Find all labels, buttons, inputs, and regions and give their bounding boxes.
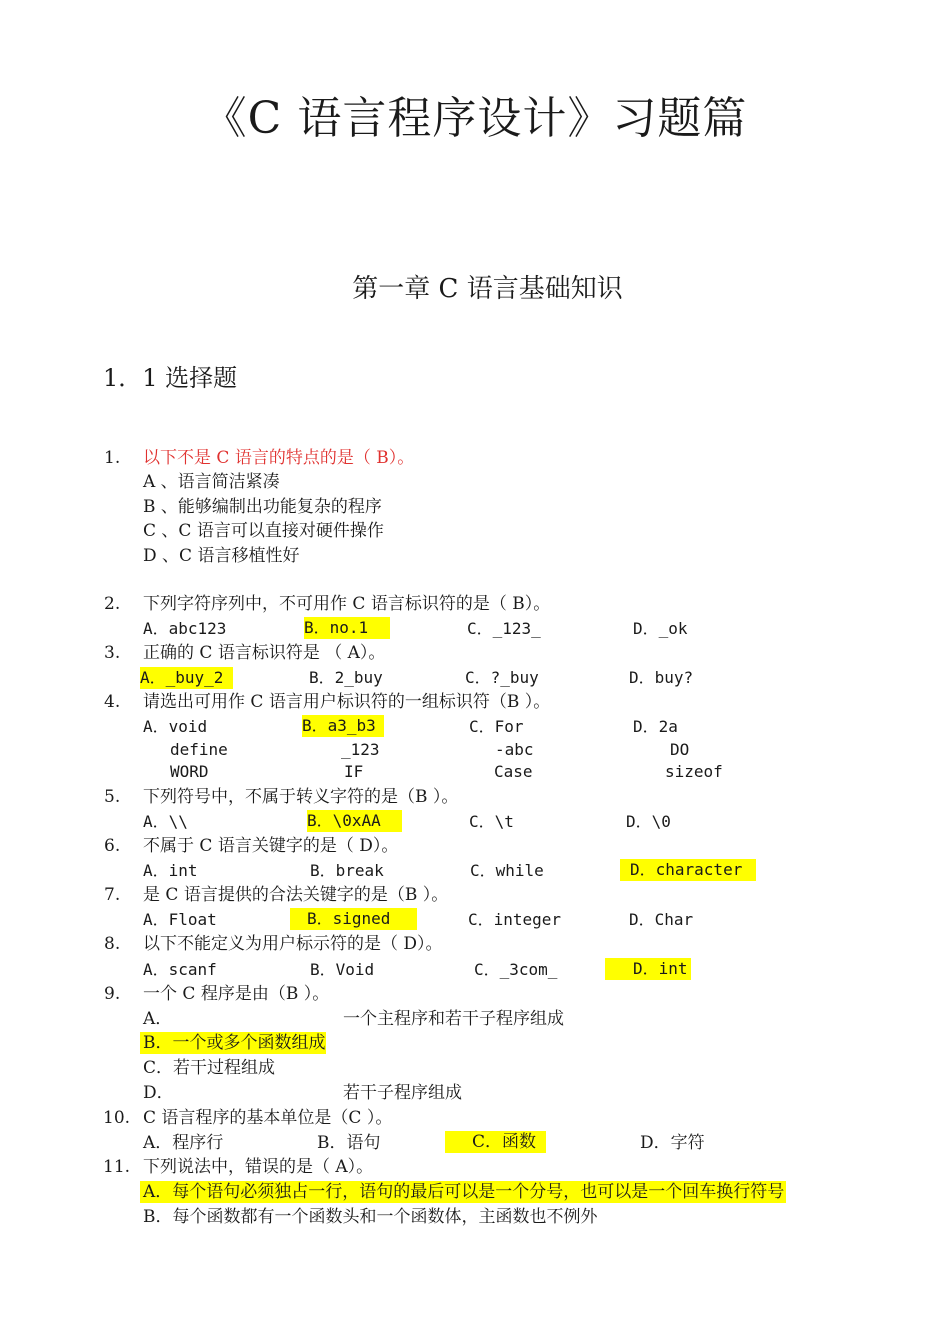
question-1-number: 1. [104,448,121,468]
question-4-option-b-line3: IF [344,762,364,781]
question-9-option-a-label: A． [143,1009,173,1029]
question-2-number: 2. [104,594,121,614]
question-6-option-d: D．character [620,859,756,881]
question-9-option-a-text: 一个主程序和若干子程序组成 [343,1009,564,1029]
question-11-option-a: A．每个语句必须独占一行，语句的最后可以是一个分号，也可以是一个回车换行符号 [140,1181,786,1203]
question-7-text: 是 C 语言提供的合法关键字的是（B ）。 [143,885,449,905]
question-1-text: 以下不是 C 语言的特点的是（ B）。 [143,448,415,468]
question-9-option-d-label: D． [143,1083,174,1103]
question-11-option-b: B．每个函数都有一个函数头和一个函数体，主函数也不例外 [143,1207,598,1227]
question-6-number: 6. [104,836,121,856]
question-4-option-c: C．For [469,717,524,736]
question-3-option-a: A．_buy_2 [140,667,233,689]
chapter-heading: 第一章 C 语言基础知识 [352,274,623,304]
question-4-option-b: B．a3_b3 [302,715,384,737]
question-2-text: 下列字符序列中，不可用作 C 语言标识符的是（ B）。 [143,594,551,614]
question-8-number: 8. [104,934,121,954]
question-4-option-d-line3: sizeof [665,762,723,781]
question-10-option-c: C．函数 [445,1131,546,1153]
question-8-option-c: C．_3com_ [474,960,558,979]
question-4-text: 请选出可用作 C 语言用户标识符的一组标识符（B ）。 [143,692,551,712]
question-9-text: 一个 C 程序是由（B ）。 [143,984,330,1004]
question-3-option-d: D．buy? [629,668,694,687]
question-3-number: 3. [104,643,121,663]
question-5-option-a: A．\\ [143,812,188,831]
question-2-option-d: D．_ok [633,619,688,638]
question-1-option-c: C 、C 语言可以直接对硬件操作 [143,521,384,541]
question-5-option-d: D．\0 [626,812,671,831]
question-1-option-a: A 、语言简洁紧凑 [143,472,280,492]
question-3-option-c: C．?_buy [465,668,539,687]
question-10-number: 10. [103,1108,131,1128]
question-7-option-b: B．signed [290,908,417,930]
question-6-option-a: A．int [143,861,198,880]
question-9-option-d-text: 若干子程序组成 [343,1083,462,1103]
question-10-option-b: B．语句 [317,1133,381,1153]
question-7-option-a: A．Float [143,910,217,929]
question-1-option-b: B 、能够编制出功能复杂的程序 [143,497,382,517]
question-11-text: 下列说法中，错误的是（ A）。 [143,1157,374,1177]
question-3-option-b: B．2_buy [309,668,383,687]
question-9-option-c: C．若干过程组成 [143,1058,276,1078]
question-5-option-c: C．\t [469,812,514,831]
question-11-number: 11. [103,1157,131,1177]
question-6-option-b: B．break [310,861,384,880]
question-4-option-b-line2: _123 [341,740,380,759]
question-6-text: 不属于 C 语言关键字的是（ D）。 [143,836,399,856]
document-title: 《C 语言程序设计》习题篇 [202,93,748,144]
question-9-number: 9. [104,984,121,1004]
question-10-option-d: D．字符 [640,1133,705,1153]
question-9-option-b: B．一个或多个函数组成 [140,1032,326,1054]
question-1-option-d: D 、C 语言移植性好 [143,546,300,566]
question-4-option-d: D．2a [633,717,678,736]
question-7-number: 7. [104,885,121,905]
section-heading: 1．1 选择题 [103,364,238,392]
question-5-text: 下列符号中，不属于转义字符的是（B ）。 [143,787,459,807]
question-8-option-a: A．scanf [143,960,217,979]
question-6-option-c: C．while [470,861,544,880]
question-4-option-d-line2: DO [670,740,690,759]
question-5-option-b: B．\0xAA [307,810,402,832]
question-2-option-a: A．abc123 [143,619,227,638]
question-4-option-a-line3: WORD [170,762,209,781]
question-8-option-d: D．int [605,958,691,980]
question-4-option-a: A．void [143,717,208,736]
question-2-option-b: B．no.1 [304,617,390,639]
question-10-option-a: A．程序行 [143,1133,224,1153]
question-10-text: C 语言程序的基本单位是（C ）。 [143,1108,393,1128]
question-7-option-d: D．Char [629,910,694,929]
question-5-number: 5. [104,787,121,807]
question-4-option-c-line2: -abc [495,740,534,759]
question-8-option-b: B．Void [310,960,375,979]
question-4-option-c-line3: Case [494,762,533,781]
question-2-option-c: C．_123_ [467,619,541,638]
question-7-option-c: C．integer [468,910,562,929]
question-8-text: 以下不能定义为用户标示符的是（ D）。 [143,934,443,954]
question-4-option-a-line2: define [170,740,228,759]
question-4-number: 4. [104,692,121,712]
question-3-text: 正确的 C 语言标识符是 （ A）。 [143,643,386,663]
